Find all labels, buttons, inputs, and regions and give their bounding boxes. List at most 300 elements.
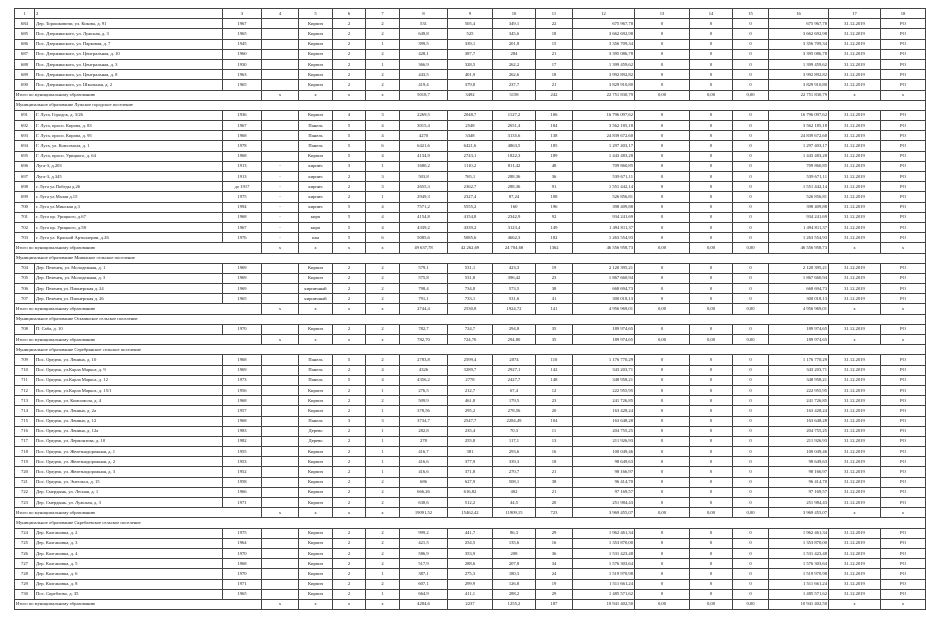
building-cell: 2327,4	[448, 192, 493, 202]
subtotal-cell: x	[299, 90, 333, 100]
building-cell: 0	[733, 172, 769, 182]
building-cell	[262, 131, 299, 141]
building-cell: 1	[366, 59, 400, 69]
building-cell: 19	[536, 579, 573, 589]
building-cell: 1	[366, 589, 400, 599]
building-cell: 185	[536, 141, 573, 151]
building-cell: РО	[881, 538, 926, 548]
building-cell: 31.12.2019	[829, 436, 881, 446]
building-cell: 1	[366, 467, 400, 477]
building-cell: 4	[366, 131, 400, 141]
subtotal-cell: 49 637,78	[400, 243, 448, 253]
building-cell: 0	[635, 569, 690, 579]
building-cell: 2	[366, 284, 400, 294]
building-cell: 0	[635, 294, 690, 304]
building-cell: 31.12.2019	[829, 559, 881, 569]
building-cell: РО	[881, 447, 926, 457]
subtotal-label: Итого по муниципальному образованию	[15, 304, 262, 314]
building-cell: 688	[15, 59, 35, 69]
building-cell: 4662,3	[493, 233, 536, 243]
building-cell: 201,8	[493, 39, 536, 49]
building-cell: 1945	[223, 39, 262, 49]
building-cell: Кирпич	[299, 19, 333, 29]
building-cell: 707	[15, 294, 35, 304]
building-cell: Панель	[299, 375, 333, 385]
building-cell: 293,6	[493, 447, 536, 457]
building-cell: 0	[733, 385, 769, 395]
subtotal-cell: 3 969 455,07	[769, 508, 829, 518]
building-cell: 1 531 423,48	[573, 548, 635, 558]
building-cell: 163 428,24	[769, 406, 829, 416]
building-cell: 270,7	[493, 467, 536, 477]
building-cell: 723	[15, 498, 35, 508]
building-cell: 235,4	[448, 426, 493, 436]
building-cell: 0	[635, 436, 690, 446]
building-cell: 1969	[223, 273, 262, 283]
subtotal-cell: 4 956 969,01	[769, 304, 829, 314]
building-cell: 23	[536, 273, 573, 283]
building-cell: 2	[366, 29, 400, 39]
subtotal-cell: 0,00	[635, 90, 690, 100]
building-row	[15, 589, 926, 599]
building-cell: 0	[635, 222, 690, 232]
building-cell: 0	[733, 396, 769, 406]
subtotal-cell: x	[299, 243, 333, 253]
subtotal-cell: 0,00	[690, 599, 733, 609]
building-cell: 791,1	[400, 294, 448, 304]
building-cell: 0	[733, 141, 769, 151]
building-cell: 2	[333, 39, 366, 49]
building-cell: 2	[366, 49, 400, 59]
building-cell: 0	[733, 151, 769, 161]
building-cell: 1 867 660,94	[769, 273, 829, 283]
building-cell: 0	[690, 284, 733, 294]
building-cell: 288,36	[493, 172, 536, 182]
building-cell: 1968	[223, 416, 262, 426]
building-cell: 0	[733, 365, 769, 375]
building-cell: 117,1	[493, 436, 536, 446]
building-cell: 31.12.2019	[829, 49, 881, 59]
building-cell: 106	[536, 110, 573, 120]
building-cell: 2342,9	[493, 212, 536, 222]
building-row	[15, 294, 926, 304]
building-cell: пан	[299, 233, 333, 243]
building-cell: 0	[635, 487, 690, 497]
building-cell: 31.12.2019	[829, 396, 881, 406]
building-cell: 0	[635, 273, 690, 283]
building-cell: 2	[333, 396, 366, 406]
building-cell: 31.12.2019	[829, 487, 881, 497]
building-cell: 0	[733, 426, 769, 436]
building-row	[15, 192, 926, 202]
building-cell: 727	[15, 559, 35, 569]
building-cell: 41	[536, 294, 573, 304]
building-cell: 2743,1	[448, 151, 493, 161]
building-cell: 0	[635, 151, 690, 161]
subtotal-cell: x	[366, 599, 400, 609]
building-cell: 16	[536, 538, 573, 548]
building-cell: 698	[15, 182, 35, 192]
building-cell: 343 203,71	[769, 365, 829, 375]
building-cell	[262, 385, 299, 395]
subtotal-cell: 294,80	[493, 335, 536, 345]
building-cell: 0	[733, 39, 769, 49]
building-cell: 180,3	[493, 569, 536, 579]
building-cell: РО	[881, 416, 926, 426]
subtotal-cell: 2744,4	[400, 304, 448, 314]
building-cell: кирп	[299, 222, 333, 232]
building-row	[15, 151, 926, 161]
building-cell	[262, 294, 299, 304]
building-row	[15, 161, 926, 171]
building-cell: 98 166,97	[769, 467, 829, 477]
building-cell: -	[262, 233, 299, 243]
building-cell: 31.12.2019	[829, 284, 881, 294]
building-cell: 0	[635, 233, 690, 243]
building-cell: г. Луга ул.Минская д.3	[35, 202, 223, 212]
building-cell: 461,8	[448, 396, 493, 406]
building-cell: Дер. Калгановка, д. 8	[35, 579, 223, 589]
building-cell: РО	[881, 467, 926, 477]
building-row	[15, 355, 926, 365]
building-cell: 2	[366, 70, 400, 80]
building-cell	[262, 548, 299, 558]
column-number-cell: 2	[35, 9, 223, 19]
building-cell: 0	[690, 426, 733, 436]
column-number-cell: 13	[635, 9, 690, 19]
building-cell: 31.12.2019	[829, 151, 881, 161]
building-cell: 1	[366, 161, 400, 171]
building-cell: 278	[400, 436, 448, 446]
building-cell: 0	[733, 212, 769, 222]
building-row	[15, 49, 926, 59]
building-cell: 0	[690, 202, 733, 212]
building-cell: 2	[366, 559, 400, 569]
municipality-section-label: Муниципальное образование Осьминское сельское поселение	[15, 314, 926, 324]
column-number-cell: 5	[299, 9, 333, 19]
building-cell: 5	[333, 121, 366, 131]
building-cell: 0	[690, 131, 733, 141]
building-cell: РО	[881, 273, 926, 283]
building-cell: 1975	[223, 192, 262, 202]
building-cell: Кирпич	[299, 487, 333, 497]
building-cell: 2547,7	[448, 416, 493, 426]
building-cell: 5	[333, 222, 366, 232]
building-cell: 0	[690, 487, 733, 497]
building-cell: Пос. Оредеж, ул. Железнодорожная, д. 1	[35, 447, 223, 457]
building-cell: 48	[536, 161, 573, 171]
subtotal-cell: 0,00	[635, 335, 690, 345]
building-cell: 2	[366, 80, 400, 90]
column-number-cell: 4	[262, 9, 299, 19]
subtotal-cell: x	[881, 335, 926, 345]
building-cell: 0	[733, 202, 769, 212]
building-cell: 1 297 403,17	[769, 141, 829, 151]
building-cell	[262, 110, 299, 120]
subtotal-cell: x	[262, 599, 299, 609]
building-cell: 110	[536, 355, 573, 365]
building-cell: 724	[15, 528, 35, 538]
building-cell: 31.12.2019	[829, 202, 881, 212]
building-cell: 999,2	[400, 528, 448, 538]
building-cell: 0	[733, 538, 769, 548]
building-cell: 526 856,81	[769, 192, 829, 202]
subtotal-cell: x	[333, 243, 366, 253]
subtotal-cell: 0,00	[690, 335, 733, 345]
building-cell	[262, 579, 299, 589]
building-cell: 0	[733, 467, 769, 477]
building-cell: 0	[635, 121, 690, 131]
building-cell: 0	[635, 538, 690, 548]
building-cell: 378,56	[400, 406, 448, 416]
building-cell: 0	[733, 182, 769, 192]
building-cell: РО	[881, 324, 926, 334]
building-cell: Г. Луга, просп. Кирова, д. 83	[35, 121, 223, 131]
subtotal-cell: 0,00	[690, 508, 733, 518]
building-row	[15, 131, 926, 141]
building-cell: 396,42	[493, 273, 536, 283]
building-cell: Кирпич	[299, 498, 333, 508]
building-cell: 31.12.2019	[829, 457, 881, 467]
subtotal-cell: 723	[536, 508, 573, 518]
building-cell: 24 839 672,60	[573, 131, 635, 141]
building-cell: 0	[733, 477, 769, 487]
building-cell: 728	[15, 569, 35, 579]
building-cell: 0	[733, 131, 769, 141]
building-cell: 31.12.2019	[829, 294, 881, 304]
building-cell: 371,8	[448, 467, 493, 477]
building-cell: 5	[333, 141, 366, 151]
building-cell: 211 926,93	[573, 436, 635, 446]
building-cell	[262, 477, 299, 487]
building-cell: РО	[881, 222, 926, 232]
building-cell: Г. Луга, ул. Комсомола, д. 1	[35, 141, 223, 151]
building-cell: 17	[536, 59, 573, 69]
building-cell: 189 974,65	[573, 324, 635, 334]
building-cell: Пос. Оредеж, ул.Карла Маркса, д. 9	[35, 365, 223, 375]
building-cell: 2548	[448, 121, 493, 131]
building-cell: Кирпич	[299, 559, 333, 569]
building-cell: 31.12.2019	[829, 477, 881, 487]
building-cell: 2	[333, 559, 366, 569]
building-cell: до 1917	[223, 182, 262, 192]
building-cell: 208	[493, 548, 536, 558]
building-cell: РО	[881, 365, 926, 375]
column-number-cell: 8	[400, 9, 448, 19]
building-cell: 5	[333, 212, 366, 222]
building-cell: кирп	[299, 212, 333, 222]
subtotal-row	[15, 508, 926, 518]
building-cell: 0	[690, 273, 733, 283]
subtotal-cell: x	[299, 599, 333, 609]
building-cell: 666,26	[400, 487, 448, 497]
subtotal-cell: x	[262, 304, 299, 314]
building-cell: 694	[15, 141, 35, 151]
building-cell: 0	[733, 273, 769, 283]
building-cell: 163 648,28	[573, 416, 635, 426]
building-cell: 710	[15, 365, 35, 375]
building-cell: 730	[15, 589, 35, 599]
building-cell: 5	[333, 233, 366, 243]
building-cell: Панель	[299, 365, 333, 375]
building-cell: 148	[536, 375, 573, 385]
building-cell: кирпич	[299, 161, 333, 171]
building-cell: 15	[536, 39, 573, 49]
building-cell: 2	[333, 477, 366, 487]
building-cell: -	[262, 222, 299, 232]
building-cell: 3	[333, 416, 366, 426]
building-cell: 1 263 554,93	[573, 233, 635, 243]
building-cell: 525	[448, 29, 493, 39]
building-cell: Кирпич	[299, 447, 333, 457]
building-cell: 31.12.2019	[829, 375, 881, 385]
building-cell: 1913	[223, 161, 262, 171]
building-cell: 709 860,85	[573, 161, 635, 171]
subtotal-cell: x	[262, 335, 299, 345]
building-cell: 0	[635, 29, 690, 39]
building-cell: РО	[881, 233, 926, 243]
building-cell: 31.12.2019	[829, 110, 881, 120]
building-cell: 0	[690, 182, 733, 192]
building-cell: 98 166,97	[573, 467, 635, 477]
building-cell: 7571,2	[400, 202, 448, 212]
building-cell: 31.12.2019	[829, 416, 881, 426]
building-row	[15, 29, 926, 39]
subtotal-cell: 0,00	[635, 243, 690, 253]
building-cell: Пос. Дзержинского, ул. Парковая, д. 7	[35, 39, 223, 49]
building-cell: 36	[536, 172, 573, 182]
building-cell: 517,9	[400, 559, 448, 569]
register-sheet	[14, 8, 906, 610]
building-cell: 1 962 461,34	[573, 528, 635, 538]
building-cell: 31.12.2019	[829, 385, 881, 395]
building-cell: РО	[881, 426, 926, 436]
building-cell: 1967	[223, 19, 262, 29]
building-cell: 0	[635, 131, 690, 141]
building-cell: 353,9	[448, 548, 493, 558]
building-cell: 31.12.2019	[829, 212, 881, 222]
building-row	[15, 447, 926, 457]
building-row	[15, 498, 926, 508]
building-cell: 288,6	[448, 559, 493, 569]
subtotal-cell: 15462,42	[448, 508, 493, 518]
building-cell: 3289,7	[448, 365, 493, 375]
building-cell: 31.12.2019	[829, 80, 881, 90]
building-cell: 531	[400, 19, 448, 29]
subtotal-cell: x	[829, 599, 881, 609]
building-cell: 2	[333, 192, 366, 202]
building-cell: 2	[333, 182, 366, 192]
building-cell: 207,8	[493, 559, 536, 569]
building-row	[15, 202, 926, 212]
building-cell: П. Саба, д. 10	[35, 324, 223, 334]
building-cell: 3	[366, 182, 400, 192]
building-cell: Пос. Оредеж, ул. Ленина, д. 2а	[35, 406, 223, 416]
building-cell: 2	[366, 324, 400, 334]
building-cell: 0	[690, 324, 733, 334]
building-cell: 29	[536, 528, 573, 538]
building-cell: 1957	[223, 406, 262, 416]
building-cell: 2	[366, 579, 400, 589]
building-cell: Кирпич	[299, 589, 333, 599]
subtotal-cell: x	[366, 508, 400, 518]
building-cell: 696	[15, 161, 35, 171]
building-cell: 278,56	[493, 406, 536, 416]
building-cell: 16 796 097,62	[573, 110, 635, 120]
building-cell: РО	[881, 212, 926, 222]
building-row	[15, 538, 926, 548]
subtotal-row	[15, 599, 926, 609]
building-cell: 724,7	[448, 324, 493, 334]
building-cell: 31.12.2019	[829, 70, 881, 80]
building-cell: 31.12.2019	[829, 19, 881, 29]
building-cell: 630,6	[400, 498, 448, 508]
municipality-section-row	[15, 345, 926, 355]
subtotal-cell: 0,00	[733, 599, 769, 609]
building-cell: 586,9	[400, 548, 448, 558]
subtotal-label: Итого по муниципальному образованию	[15, 599, 262, 609]
building-cell: 222 955,95	[573, 385, 635, 395]
building-cell: Дер. Пехенец, ул. Молодежная, д. 3	[35, 273, 223, 283]
building-cell: 22	[536, 19, 573, 29]
building-cell: 1969	[223, 263, 262, 273]
building-cell: 0	[635, 19, 690, 29]
building-cell: 1955	[223, 447, 262, 457]
building-row	[15, 559, 926, 569]
building-cell: 1960	[223, 49, 262, 59]
building-cell: 765,1	[448, 172, 493, 182]
building-cell: 2 120 395,21	[573, 263, 635, 273]
building-cell: 0	[635, 406, 690, 416]
building-cell: РО	[881, 477, 926, 487]
building-cell: 399,5	[400, 39, 448, 49]
building-cell: 1968	[223, 559, 262, 569]
building-cell: 729	[15, 579, 35, 589]
building-cell: 734,8	[448, 284, 493, 294]
building-cell: 421,5	[400, 538, 448, 548]
subtotal-label: Итого по муниципальному образованию	[15, 335, 262, 345]
building-cell: 0	[635, 110, 690, 120]
building-cell: 699	[15, 192, 35, 202]
building-cell: 0	[635, 385, 690, 395]
building-cell: 1 511 661,24	[769, 579, 829, 589]
building-cell: 0	[690, 396, 733, 406]
building-cell: 92	[536, 212, 573, 222]
building-cell: 1 531 423,48	[769, 548, 829, 558]
building-cell: РО	[881, 406, 926, 416]
building-cell: РО	[881, 589, 926, 599]
building-cell: 366,9	[400, 59, 448, 69]
building-cell: кирпич	[299, 172, 333, 182]
building-cell: 782,7	[400, 324, 448, 334]
building-cell	[262, 589, 299, 599]
building-cell: 531,1	[448, 263, 493, 273]
building-row	[15, 569, 926, 579]
building-cell: 251 984,43	[573, 498, 635, 508]
subtotal-cell: 42 262,69	[448, 243, 493, 253]
building-cell: 1913	[223, 172, 262, 182]
building-cell: 2783,8	[400, 355, 448, 365]
building-cell	[262, 121, 299, 131]
building-cell: 0	[690, 110, 733, 120]
subtotal-cell: x	[366, 304, 400, 314]
building-cell: 2	[366, 538, 400, 548]
building-cell: РО	[881, 70, 926, 80]
building-cell: 339,1	[448, 39, 493, 49]
building-cell: -	[262, 212, 299, 222]
building-cell: 16 796 097,62	[769, 110, 829, 120]
building-cell: 503,8	[400, 172, 448, 182]
